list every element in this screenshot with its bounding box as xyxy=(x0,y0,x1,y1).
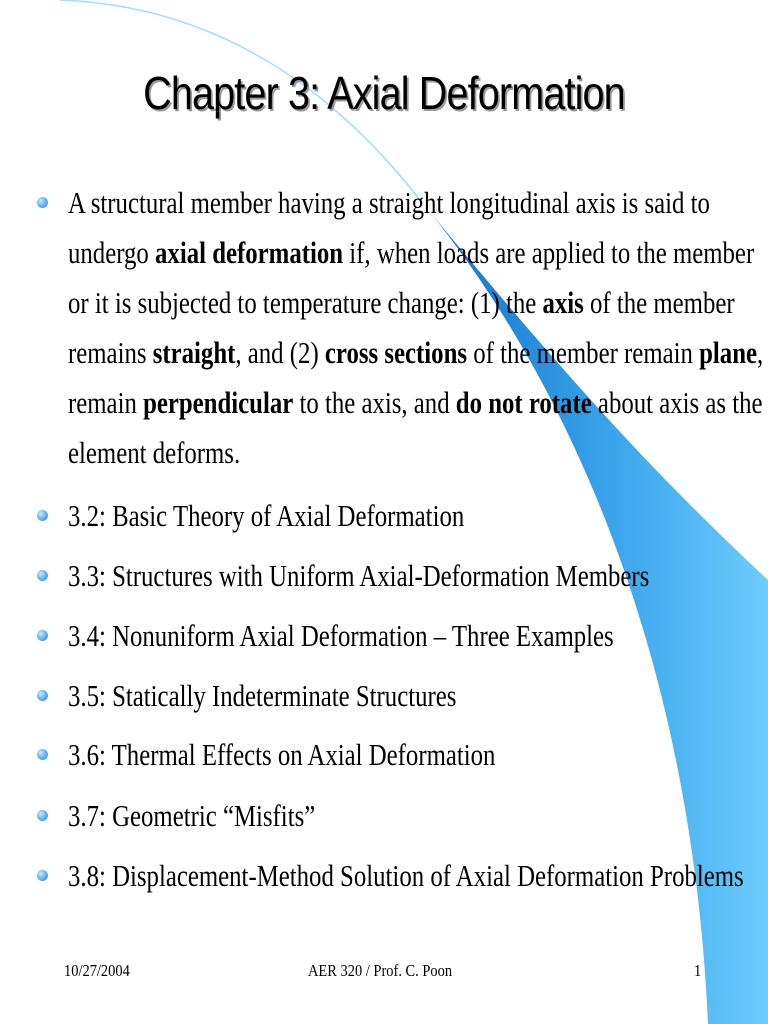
footer-course: AER 320 / Prof. C. Poon xyxy=(308,961,453,980)
bullet-dot-icon xyxy=(37,810,48,821)
section-item: 3.2: Basic Theory of Axial Deformation xyxy=(68,498,465,533)
term-straight: straight xyxy=(152,335,236,370)
intro-paragraph xyxy=(68,178,768,478)
section-item: 3.4: Nonuniform Axial Deformation – Three Examples xyxy=(68,618,614,653)
section-item: 3.8: Displacement-Method Solution of Axial Deformation Problems xyxy=(68,858,744,893)
footer-page-number: 1 xyxy=(694,961,702,980)
term-cross-sections: cross sections xyxy=(324,335,468,370)
footer-date: 10/27/2004 xyxy=(64,961,130,980)
bullet-dot-icon xyxy=(37,749,48,760)
bullet-dot-icon xyxy=(37,510,48,521)
bullet-dot-icon xyxy=(37,197,48,208)
intro-line: remains straight, and (2) cross sections of the member remain plane, xyxy=(68,335,764,370)
slide-title: Chapter 3: Axial Deformation xyxy=(143,67,625,119)
intro-line: element deforms. xyxy=(68,435,241,470)
intro-line: A structural member having a straight longitudinal axis is said to xyxy=(68,185,710,220)
section-item: 3.7: Geometric “Misfits” xyxy=(68,798,316,833)
bullet-dot-icon xyxy=(37,870,48,881)
section-item: 3.5: Statically Indeterminate Structures xyxy=(68,678,457,713)
section-item: 3.6: Thermal Effects on Axial Deformation xyxy=(68,737,496,772)
term-axis: axis xyxy=(542,285,584,320)
term-do-not-rotate: do not rotate xyxy=(455,385,592,420)
bullet-dot-icon xyxy=(37,570,48,581)
term-axial-deformation: axial deformation xyxy=(155,235,344,270)
section-item: 3.3: Structures with Uniform Axial-Deformation Members xyxy=(68,558,650,593)
term-perpendicular: perpendicular xyxy=(143,385,294,420)
intro-line: undergo axial deformation if, when loads are applied to the member xyxy=(68,235,755,270)
intro-line: remain perpendicular to the axis, and do not rotate about axis as the xyxy=(68,385,763,420)
bullet-dot-icon xyxy=(37,690,48,701)
intro-line: or it is subjected to temperature change: (1) the axis of the member xyxy=(68,285,735,320)
bullet-dot-icon xyxy=(37,630,48,641)
term-plane: plane xyxy=(699,335,757,370)
